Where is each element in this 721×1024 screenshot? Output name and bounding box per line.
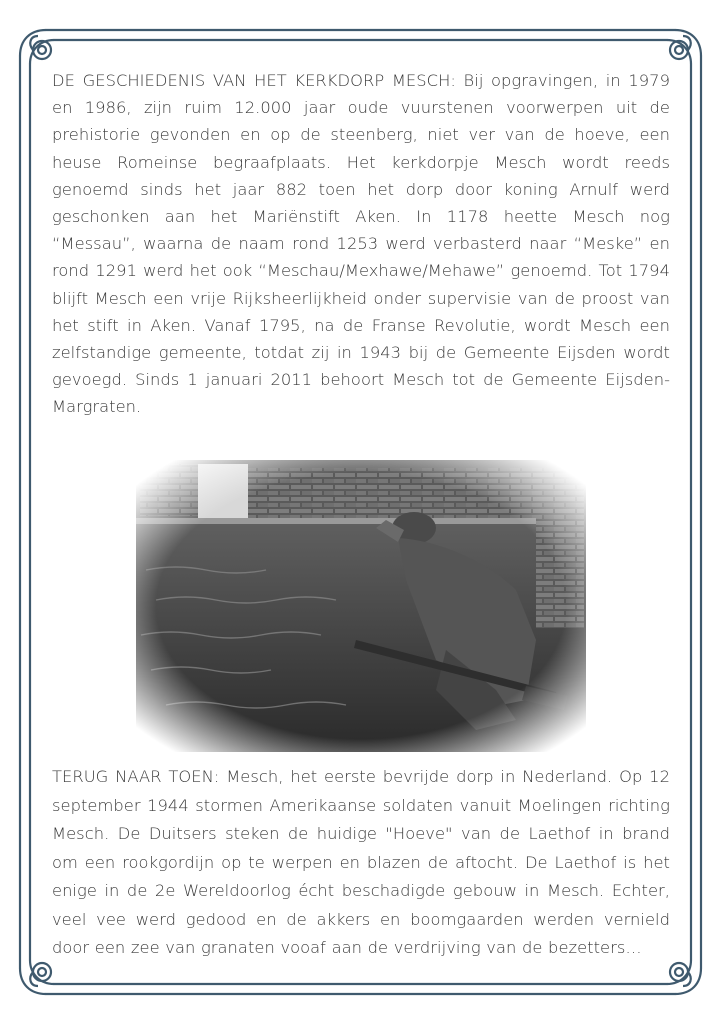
corner-ornament-bottom-right [667,960,701,994]
corner-ornament-top-right [667,30,701,64]
corner-ornament-top-left [20,30,54,64]
history-paragraph: DE GESCHIEDENIS VAN HET KERKDORP MESCH: Bij opgravingen, in 1979 en 1986, zijn ruim 12.000 jaar oude vuurstenen voorwerpen uit de prehistorie gevonden en op de steenberg, niet ver van de hoeve, een heuse Romeinse begraafplaats. Het kerkdorpje Mesch wordt reeds genoemd sinds het jaar 882 toen het dorp door koning Arnulf werd geschonken aan het Mariënstift Aken. In 1178 heette Mesch nog “Messau”, waarna de naam rond 1253 werd verbasterd naar “Meske” en rond 1291 werd het ook “Meschau/Mexhawe/Mehawe” genoemd. Tot 1794 blijft Mesch een vrije Rijksheerlijkheid onder supervisie van de proost van het stift in Aken. Vanaf 1795, na de Franse Revolutie, wordt Mesch een zelfstandige gemeente, totdat zij in 1943 bij de Gemeente Eijsden wordt gevoegd. Sinds 1 januari 2011 behoort Mesch tot de Gemeente Eijsden-Margraten. [52,71,670,417]
historic-soldier-photo [136,460,586,752]
liberation-paragraph: TERUG NAAR TOEN: Mesch, het eerste bevrijde dorp in Nederland. Op 12 september 1944 stormen Amerikaanse soldaten vanuit Moelingen richting Mesch. De Duitsers steken de huidige "Hoeve" van de Laethof in brand om een rookgordijn op te werpen en blazen de aftocht. De Laethof is het enige in de 2e Wereldoorlog écht beschadigde gebouw in Mesch. Echter, veel vee werd gedood en de akkers en boomgaarden werden vernield door een zee van granaten vooaf aan de verdrijving van de bezetters… [52,767,670,957]
corner-ornament-bottom-left [20,960,54,994]
